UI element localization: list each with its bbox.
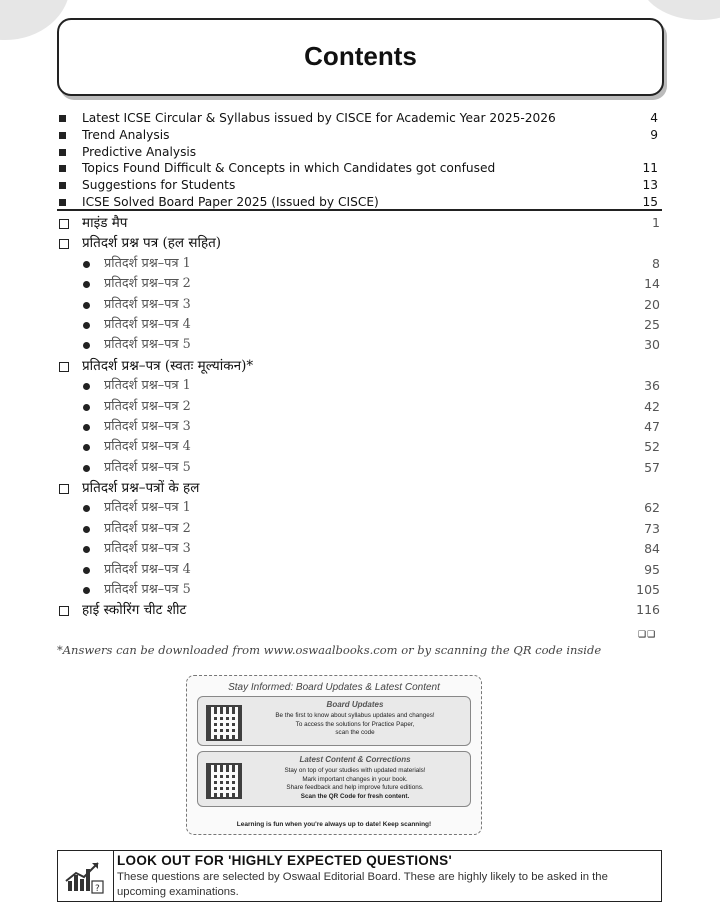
dot-bullet-icon [83,281,90,288]
square-bullet-icon [59,199,66,206]
square-bullet-icon [59,165,66,172]
toc-item [57,254,662,274]
intro-item [57,127,660,144]
toc-section-title: प्रतिदर्श प्रश्न–पत्रों के हल [82,480,200,497]
toc-page-number: 105 [636,582,660,598]
toc-section [57,213,662,233]
toc-item [57,519,662,539]
card-title: Board Updates [326,700,384,709]
intro-item-title: Predictive Analysis [82,144,197,159]
square-bullet-icon [59,182,66,189]
toc-page-number: 25 [644,316,660,332]
toc-page-number: 116 [636,602,660,618]
intro-item-page: 13 [642,178,658,193]
dot-bullet-icon [83,505,90,512]
toc-item [57,539,662,559]
dot-bullet-icon [83,526,90,533]
toc-section [57,600,662,620]
toc-item-title: प्रतिदर्श प्रश्न–पत्र 1 [104,378,191,394]
card-line: To access the solutions for Practice Paper, [295,721,415,728]
latest-content-card [197,751,471,807]
toc-item [57,335,662,355]
end-mark: ❑❑ [638,630,657,640]
qr-code-icon[interactable] [206,705,242,741]
card-line: Scan the QR Code for fresh content. [300,793,410,800]
intro-item-page: 15 [642,194,658,209]
toc-item-title: प्रतिदर्श प्रश्न–पत्र 3 [104,541,191,557]
decorative-shape-right [640,0,720,20]
toc-section-title: हाई स्कोरिंग चीट शीट [82,602,187,619]
intro-item-page: 9 [650,127,658,142]
toc-section-title: प्रतिदर्श प्रश्न–पत्र (स्वतः मूल्यांकन)* [82,357,254,374]
footnote: *Answers can be downloaded from www.oswaalbooks.com or by scanning the QR code inside [57,643,602,657]
toc-page-number: 47 [644,418,660,434]
square-bullet-icon [59,149,66,156]
intro-item [57,177,660,194]
dot-bullet-icon [83,465,90,472]
dot-bullet-icon [83,302,90,309]
toc-item-title: प्रतिदर्श प्रश्न–पत्र 2 [104,398,191,414]
intro-item [57,110,660,127]
intro-item [57,144,660,161]
dot-bullet-icon [83,383,90,390]
intro-list [57,110,660,211]
dot-bullet-icon [83,261,90,268]
dot-bullet-icon [83,567,90,574]
dot-bullet-icon [83,404,90,411]
toc-section-title: माइंड मैप [82,215,128,231]
toc-list [57,213,662,621]
toc-item-title: प्रतिदर्श प्रश्न–पत्र 5 [104,337,191,353]
toc-page-number: 36 [644,378,660,394]
toc-page-number: 73 [644,520,660,536]
checkbox-bullet-icon [59,484,69,494]
toc-item-title: प्रतिदर्श प्रश्न–पत्र 4 [104,316,191,332]
toc-section [57,356,662,376]
square-bullet-icon [59,132,66,139]
intro-item-title: Latest ICSE Circular & Syllabus issued by CISCE for Academic Year 2025-2026 [82,111,556,125]
dot-bullet-icon [83,322,90,329]
intro-item-title: Topics Found Difficult & Concepts in which Candidates got confused [82,161,496,176]
lookout-text: These questions are selected by Oswaal Editorial Board. These are highly likely to be asked in the upcoming examinations. [117,871,608,898]
intro-item-page: 11 [642,161,658,176]
checkbox-bullet-icon [59,362,69,372]
promo-footer: Learning is fun when you're always up to date! Keep scanning! [236,821,432,828]
toc-item-title: प्रतिदर्श प्रश्न–पत्र 2 [104,520,191,536]
toc-item [57,458,662,478]
toc-page-number: 57 [644,459,660,475]
card-line: Be the first to know about syllabus updates and changes! [275,712,435,719]
toc-item [57,274,662,294]
toc-page-number: 84 [644,541,660,557]
card-line: Mark important changes in your book. [302,776,408,783]
lookout-box [57,850,662,902]
toc-item [57,376,662,396]
toc-item-title: प्रतिदर्श प्रश्न–पत्र 3 [104,418,191,434]
toc-item [57,437,662,457]
intro-item-title: Trend Analysis [82,127,170,142]
toc-page-number: 8 [652,255,660,271]
dot-bullet-icon [83,444,90,451]
toc-page-number: 14 [644,276,660,292]
intro-item-page: 4 [650,111,658,125]
divider [57,209,662,211]
checkbox-bullet-icon [59,606,69,616]
intro-item [57,160,660,177]
intro-item-title: Suggestions for Students [82,178,236,193]
toc-item-title: प्रतिदर्श प्रश्न–पत्र 1 [104,500,191,516]
toc-item [57,295,662,315]
card-title: Latest Content & Corrections [299,755,411,764]
toc-item-title: प्रतिदर्श प्रश्न–पत्र 3 [104,296,191,312]
card-line: scan the code [335,729,375,736]
toc-page-number: 52 [644,439,660,455]
qr-code-icon[interactable] [206,763,242,799]
toc-item-title: प्रतिदर्श प्रश्न–पत्र 4 [104,561,191,577]
title-box [57,18,664,96]
toc-item-title: प्रतिदर्श प्रश्न–पत्र 2 [104,276,191,292]
toc-section [57,233,662,253]
promo-heading: Stay Informed: Board Updates & Latest Content [228,682,440,693]
svg-text:?: ? [95,884,100,894]
card-line: Stay on top of your studies with updated materials! [284,767,426,774]
toc-page-number: 30 [644,337,660,353]
dot-bullet-icon [83,587,90,594]
card-line: Share feedback and help improve future editions. [286,784,424,791]
toc-page-number: 95 [644,561,660,577]
toc-item-title: प्रतिदर्श प्रश्न–पत्र 4 [104,439,191,455]
board-updates-card [197,696,471,746]
toc-item [57,498,662,518]
toc-section [57,478,662,498]
checkbox-bullet-icon [59,219,69,229]
intro-item-title: ICSE Solved Board Paper 2025 (Issued by CISCE) [82,194,379,209]
dot-bullet-icon [83,546,90,553]
toc-page-number: 20 [644,296,660,312]
bar-chart-icon [58,851,114,901]
promo-box [186,675,482,835]
toc-item [57,560,662,580]
toc-item-title: प्रतिदर्श प्रश्न–पत्र 5 [104,459,191,475]
toc-page-number: 42 [644,398,660,414]
toc-item [57,315,662,335]
checkbox-bullet-icon [59,239,69,249]
square-bullet-icon [59,115,66,122]
toc-page-number: 1 [652,215,660,230]
toc-page-number: 62 [644,500,660,516]
lookout-heading: LOOK OUT FOR 'HIGHLY EXPECTED QUESTIONS' [117,853,452,868]
toc-item [57,397,662,417]
dot-bullet-icon [83,342,90,349]
toc-item-title: प्रतिदर्श प्रश्न–पत्र 5 [104,582,191,598]
toc-section-title: प्रतिदर्श प्रश्न पत्र (हल सहित) [82,235,222,252]
toc-item [57,580,662,600]
toc-item [57,417,662,437]
page-title: Contents [304,41,417,71]
dot-bullet-icon [83,424,90,431]
toc-item-title: प्रतिदर्श प्रश्न–पत्र 1 [104,255,191,271]
